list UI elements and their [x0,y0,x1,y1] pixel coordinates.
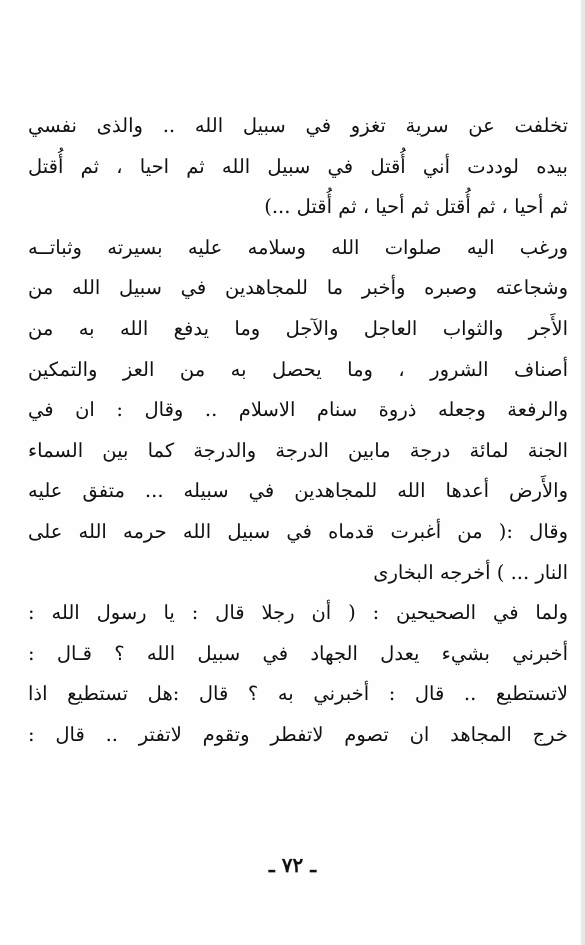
text-line: أصناف الشرور ، وما يحصل به من العز والتمكين [28,357,568,381]
text-line: الأَجر والثواب العاجل والآجل وما يدفع الله به من [28,316,568,340]
text-line: خرج المجاهد ان تصوم لاتفطر وتقوم لاتفتر .. قال : [28,722,568,746]
text-line: وشجاعته وصبره وأخبر ما للمجاهدين في سبيل الله من [28,276,568,300]
text-line: بيده لوددت أني أُقتل في سبيل الله ثم احيا ، ثم أُقتل [28,154,568,178]
text-line: أخبرني بشيء يعدل الجهاد في سبيل الله ؟ قـال : [28,641,568,665]
text-line: ورغب اليه صلوات الله وسلامه عليه بسيرته وثباتــه [28,235,568,259]
text-line: لاتستطيع .. قال : أخبرني به ؟ قال :هل تستطيع اذا [28,682,568,706]
page-number: ـ ٧٢ ـ [268,853,317,877]
text-line: ثم أحيا ، ثم أُقتل ثم أحيا ، ثم أُقتل ...) [264,195,568,219]
text-line: والرفعة وجعله ذروة سنام الاسلام .. وقال : ان في [28,398,568,422]
text-line: تخلفت عن سرية تغزو في سبيل الله .. والذى نفسي [28,114,568,137]
text-line: وقال :( من أغبرت قدماه في سبيل الله حرمه الله على [28,519,568,543]
text-line: ولما في الصحيحين : ( أن رجلا قال : يا رسول الله : [28,601,568,625]
page-edge [581,0,585,945]
body-text [28,106,568,756]
text-line: النار ... ) أخرجه البخارى [373,560,568,584]
text-line: الجنة لمائة درجة مابين الدرجة والدرجة كما بين السماء [28,438,568,462]
text-line: والأَرض أعدها الله للمجاهدين في سبيله ... متفق عليه [28,479,568,503]
